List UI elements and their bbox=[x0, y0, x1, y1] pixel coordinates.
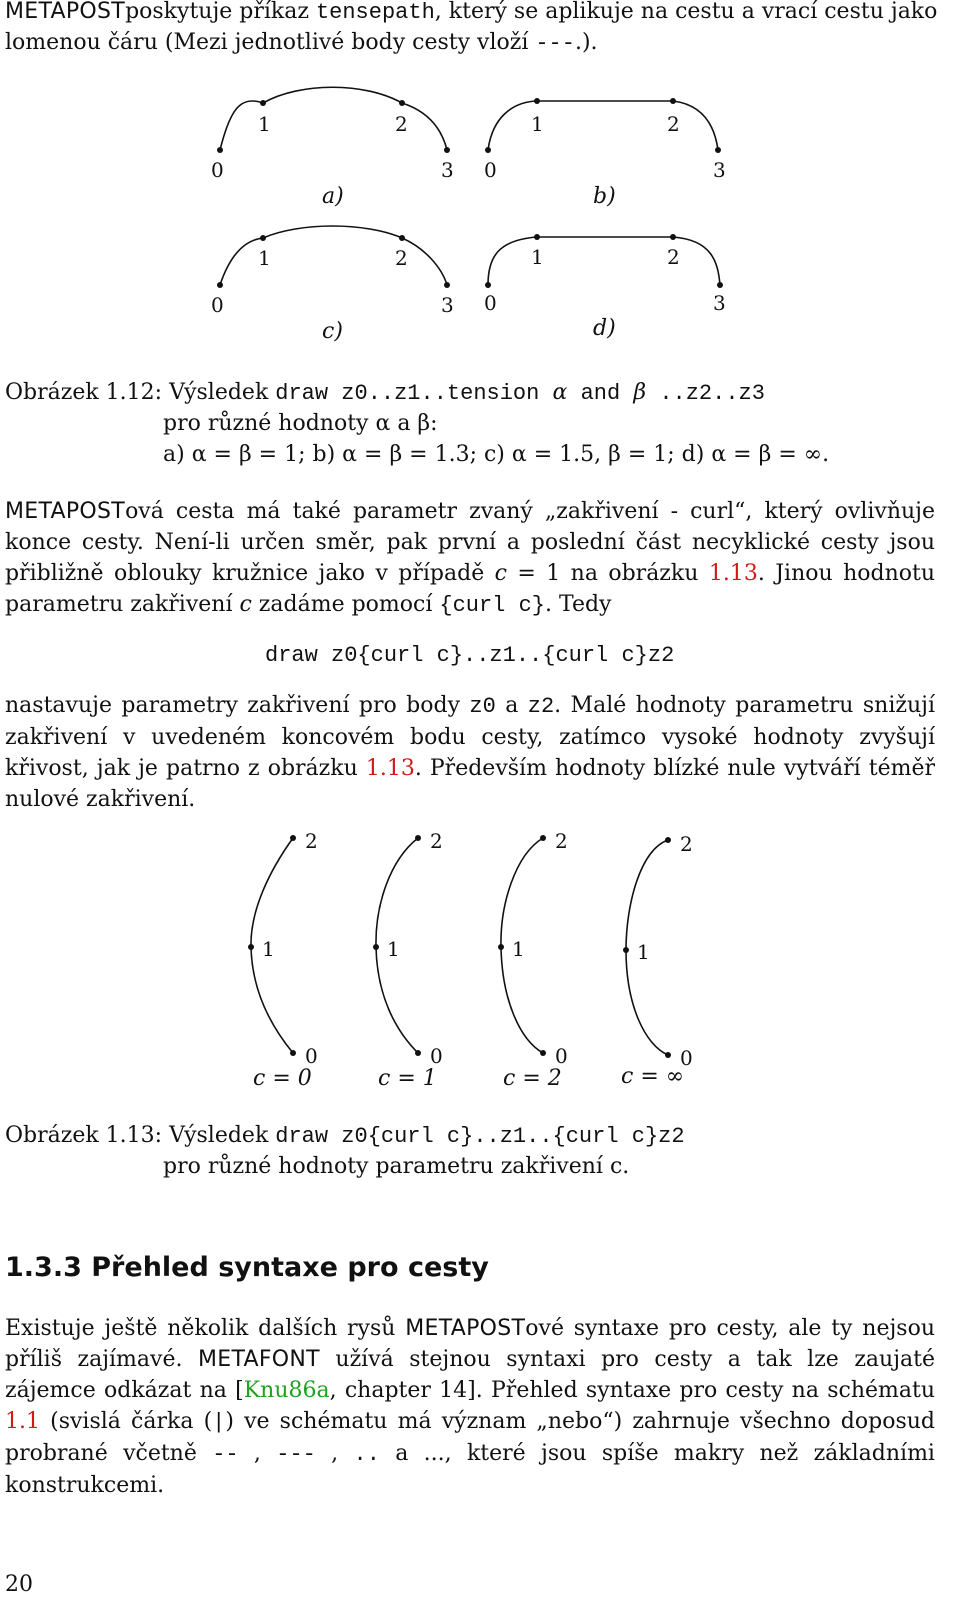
label-a-2: 2 bbox=[395, 112, 408, 136]
label-cinf-2: 2 bbox=[680, 832, 693, 856]
label-c-0: 0 bbox=[211, 293, 224, 317]
panel-label-d: d) bbox=[593, 316, 616, 341]
point-c0-0 bbox=[290, 1050, 296, 1056]
point-c0-2 bbox=[290, 835, 296, 841]
label-d-0: 0 bbox=[484, 291, 497, 315]
intro-line-1: METAPOSTposkytuje příkaz tensepath, který se aplikuje na cestu a vrací cestu jako bbox=[5, 0, 938, 25]
curl-label-cinf: c = ∞ bbox=[621, 1064, 685, 1089]
label-a-3: 3 bbox=[441, 158, 454, 182]
point-c1-1 bbox=[373, 944, 379, 950]
metafont-logo: METAFONT bbox=[197, 1347, 320, 1372]
label-b-2: 2 bbox=[667, 112, 680, 136]
ref-figure-1-13[interactable]: 1.13 bbox=[365, 756, 415, 781]
label-c2-2: 2 bbox=[555, 829, 568, 853]
label-cinf-0: 0 bbox=[680, 1046, 693, 1070]
point-cinf-1 bbox=[623, 947, 629, 953]
metapost-logo: METAPOST bbox=[5, 499, 126, 524]
figure-1-13-caption: Obrázek 1.13: Výsledek draw z0{curl c}..z1..{curl c}z2 bbox=[5, 1123, 685, 1149]
section-heading: 1.3.3 Přehled syntaxe pro cesty bbox=[5, 1252, 489, 1283]
point-c1-2 bbox=[415, 835, 421, 841]
triple-dash-code: --- bbox=[535, 31, 575, 56]
label-c2-0: 0 bbox=[555, 1044, 568, 1068]
code-line: draw z0{curl c}..z1..{curl c}z2 bbox=[265, 643, 675, 668]
ref-schema-1-1[interactable]: 1.1 bbox=[5, 1409, 40, 1434]
label-b-3: 3 bbox=[713, 158, 726, 182]
label-a-1: 1 bbox=[258, 112, 271, 136]
label-d-2: 2 bbox=[667, 245, 680, 269]
label-c1-0: 0 bbox=[430, 1044, 443, 1068]
label-b-0: 0 bbox=[484, 158, 497, 182]
label-c2-1: 1 bbox=[512, 937, 525, 961]
citation-knu86a[interactable]: Knu86a bbox=[243, 1378, 330, 1403]
label-c1-2: 2 bbox=[430, 829, 443, 853]
label-d-1: 1 bbox=[531, 245, 544, 269]
metapost-logo: METAPOST bbox=[405, 1316, 526, 1341]
point-c2-0 bbox=[540, 1050, 546, 1056]
point-c1-0 bbox=[415, 1050, 421, 1056]
metapost-logo: METAPOST bbox=[5, 0, 126, 24]
curl-paragraph: METAPOSTová cesta má také parametr zvaný „zakřivení - curl“, který ovlivňuje konce cesty. Není-li určen směr, pak první a poslední část necyklické cesty jsou přibližně oblouky kružnice jako v případě c = 1 na obrázku 1.13. Jinou hodnotu parametru zakřivení c zadáme pomocí {curl c}. Tedy bbox=[5, 499, 935, 618]
ref-figure-1-13[interactable]: 1.13 bbox=[708, 561, 758, 586]
page-number: 20 bbox=[5, 1572, 33, 1597]
tensepath-code: tensepath bbox=[315, 0, 435, 25]
intro-line-2: lomenou čáru (Mezi jednotlivé body cesty vloží ---.). bbox=[5, 30, 598, 56]
section-paragraph: Existuje ještě několik dalších rysů METAPOSTové syntaxe pro cesty, ale ty nejsou příliš zajímavé. METAFONT užívá stejnou syntaxi pro cesty a tak lze zaujaté zájemce odkázat na [Knu86a, chapter 14]. Přehled syntaxe pro cesty na schématu 1.1 (svislá čárka (|) ve schématu má význam „nebo“) zahrnuje všechno doposud probrané včetně -- , --- , .. a ..., které jsou spíše makry než základními konstrukcemi. bbox=[5, 1316, 936, 1498]
label-c0-0: 0 bbox=[305, 1044, 318, 1068]
panel-label-a: a) bbox=[322, 184, 344, 209]
figure-1-12-caption: Obrázek 1.12: Výsledek draw z0..z1..tension α and β ..z2..z3 bbox=[5, 380, 765, 406]
point-c0-1 bbox=[248, 944, 254, 950]
label-c-1: 1 bbox=[258, 246, 271, 270]
point-cinf-2 bbox=[665, 837, 671, 843]
label-c0-2: 2 bbox=[305, 829, 318, 853]
label-c-2: 2 bbox=[395, 246, 408, 270]
label-a-0: 0 bbox=[211, 158, 224, 182]
label-c-3: 3 bbox=[441, 293, 454, 317]
panel-label-b: b) bbox=[593, 184, 616, 209]
point-c2-2 bbox=[540, 835, 546, 841]
label-c0-1: 1 bbox=[262, 937, 275, 961]
point-cinf-0 bbox=[665, 1052, 671, 1058]
figure-1-12-caption-line-2: pro různé hodnoty α a β: bbox=[163, 411, 438, 436]
figure-1-12-caption-line-3: a) α = β = 1; b) α = β = 1.3; c) α = 1.5, β = 1; d) α = β = ∞. bbox=[163, 442, 830, 467]
label-cinf-1: 1 bbox=[637, 940, 650, 964]
label-d-3: 3 bbox=[713, 291, 726, 315]
curl-label-c0: c = 0 bbox=[253, 1066, 312, 1091]
curl-paragraph-2: nastavuje parametry zakřivení pro body z0 a z2. Malé hodnoty parametru snižují zakřivení v uvedeném koncovém bodu cesty, zatímco vysoké hodnoty zvyšují křivost, jak je patrno z obrázku 1.13. Především hodnoty blízké nule vytváří téměř nulové zakřivení. bbox=[5, 693, 935, 812]
curl-label-c2: c = 2 bbox=[503, 1066, 562, 1091]
curl-label-c1: c = 1 bbox=[378, 1066, 437, 1091]
panel-label-c: c) bbox=[322, 319, 343, 344]
label-c1-1: 1 bbox=[387, 937, 400, 961]
label-b-1: 1 bbox=[531, 112, 544, 136]
figure-1-13-caption-line-2: pro různé hodnoty parametru zakřivení c. bbox=[163, 1154, 630, 1179]
point-c2-1 bbox=[498, 944, 504, 950]
